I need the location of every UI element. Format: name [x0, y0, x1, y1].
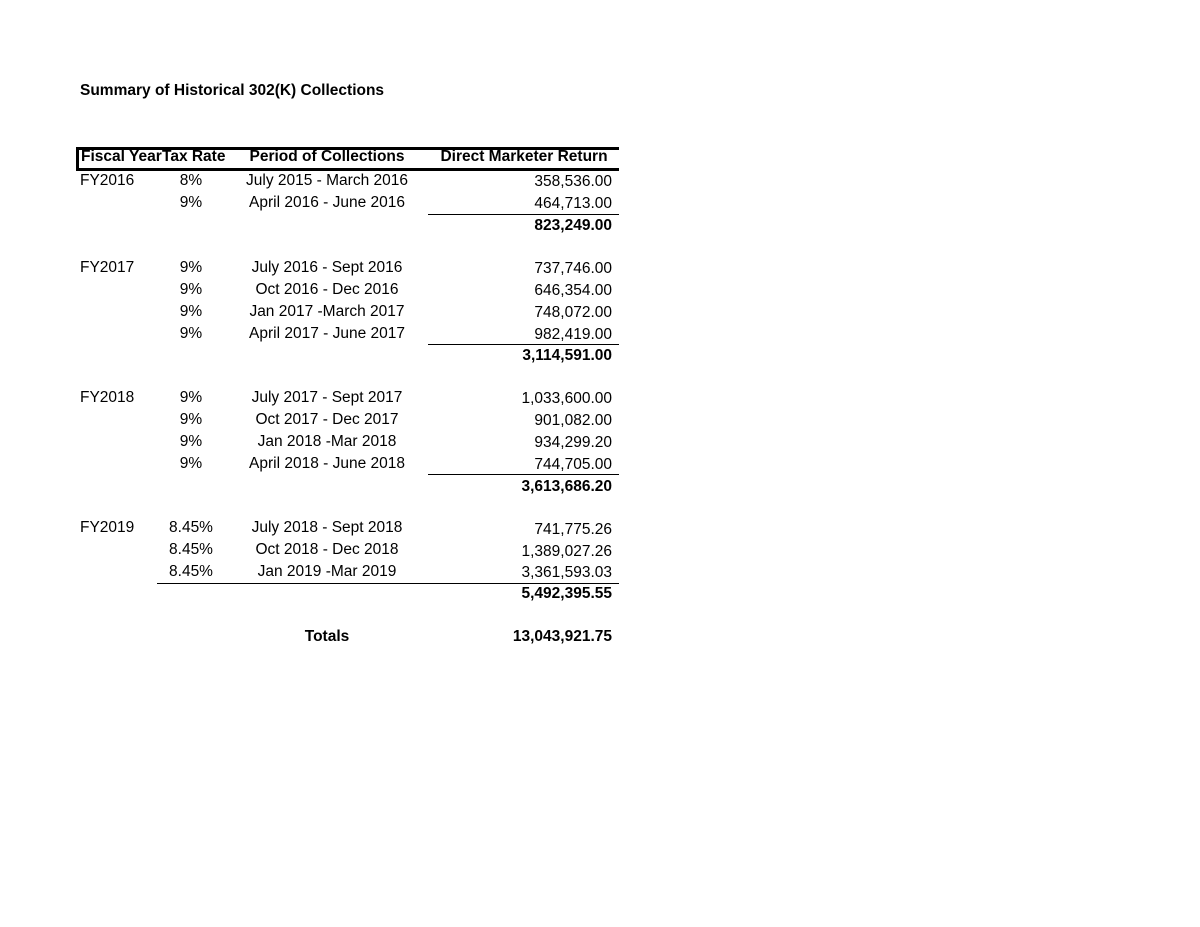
page-title: Summary of Historical 302(K) Collections	[80, 82, 385, 99]
amount-cell: 646,354.00	[534, 282, 612, 299]
tax-rate-cell: 9%	[179, 281, 203, 298]
tax-rate-cell: 8.45%	[169, 541, 213, 558]
fiscal-year-label: FY2019	[80, 519, 135, 536]
tax-rate-cell: 9%	[179, 303, 203, 320]
subtotal-amount: 3,114,591.00	[522, 347, 612, 364]
period-cell: July 2017 - Sept 2017	[251, 389, 403, 406]
subtotal-rule	[428, 214, 619, 215]
tax-rate-cell: 9%	[179, 411, 203, 428]
tax-rate-cell: 9%	[179, 389, 203, 406]
amount-cell: 982,419.00	[534, 326, 612, 343]
tax-rate-cell: 9%	[179, 325, 203, 342]
amount-cell: 901,082.00	[534, 412, 612, 429]
period-cell: Oct 2018 - Dec 2018	[255, 541, 399, 558]
amount-cell: 464,713.00	[534, 195, 612, 212]
period-cell: April 2017 - June 2017	[249, 325, 405, 342]
amount-cell: 3,361,593.03	[521, 564, 612, 581]
fiscal-year-label: FY2017	[80, 259, 135, 276]
period-cell: Jan 2019 -Mar 2019	[257, 563, 397, 580]
totals-amount: 13,043,921.75	[512, 628, 612, 645]
period-cell: Oct 2016 - Dec 2016	[255, 281, 399, 298]
period-cell: April 2018 - June 2018	[249, 455, 405, 472]
period-cell: July 2016 - Sept 2016	[251, 259, 403, 276]
period-cell: April 2016 - June 2016	[249, 194, 405, 211]
subtotal-rule	[428, 344, 619, 345]
subtotal-rule	[428, 474, 619, 475]
period-cell: Jan 2017 -March 2017	[249, 303, 405, 320]
period-cell: July 2015 - March 2016	[246, 172, 408, 189]
tax-rate-cell: 9%	[179, 194, 203, 211]
tax-rate-cell: 9%	[179, 259, 203, 276]
subtotal-amount: 823,249.00	[534, 217, 612, 234]
period-cell: Jan 2018 -Mar 2018	[257, 433, 397, 450]
header-tax-rate: Tax Rate	[162, 148, 226, 165]
subtotal-amount: 3,613,686.20	[521, 478, 612, 495]
period-cell: July 2018 - Sept 2018	[251, 519, 403, 536]
tax-rate-cell: 9%	[179, 433, 203, 450]
tax-rate-cell: 9%	[179, 455, 203, 472]
amount-cell: 1,033,600.00	[521, 390, 612, 407]
tax-rate-cell: 8.45%	[169, 563, 213, 580]
tax-rate-cell: 8.45%	[169, 519, 213, 536]
fiscal-year-label: FY2016	[80, 172, 135, 189]
totals-label: Totals	[304, 628, 350, 645]
subtotal-amount: 5,492,395.55	[521, 585, 612, 602]
tax-rate-cell: 8%	[179, 172, 203, 189]
amount-cell: 744,705.00	[534, 456, 612, 473]
amount-cell: 358,536.00	[534, 173, 612, 190]
amount-cell: 748,072.00	[534, 304, 612, 321]
amount-cell: 737,746.00	[534, 260, 612, 277]
header-fiscal-year: Fiscal Year	[81, 148, 162, 165]
header-period: Period of Collections	[249, 148, 405, 165]
amount-cell: 934,299.20	[534, 434, 612, 451]
header-amount: Direct Marketer Return	[440, 148, 608, 165]
fiscal-year-label: FY2018	[80, 389, 135, 406]
amount-cell: 741,775.26	[534, 521, 612, 538]
amount-cell: 1,389,027.26	[521, 543, 612, 560]
period-cell: Oct 2017 - Dec 2017	[255, 411, 399, 428]
